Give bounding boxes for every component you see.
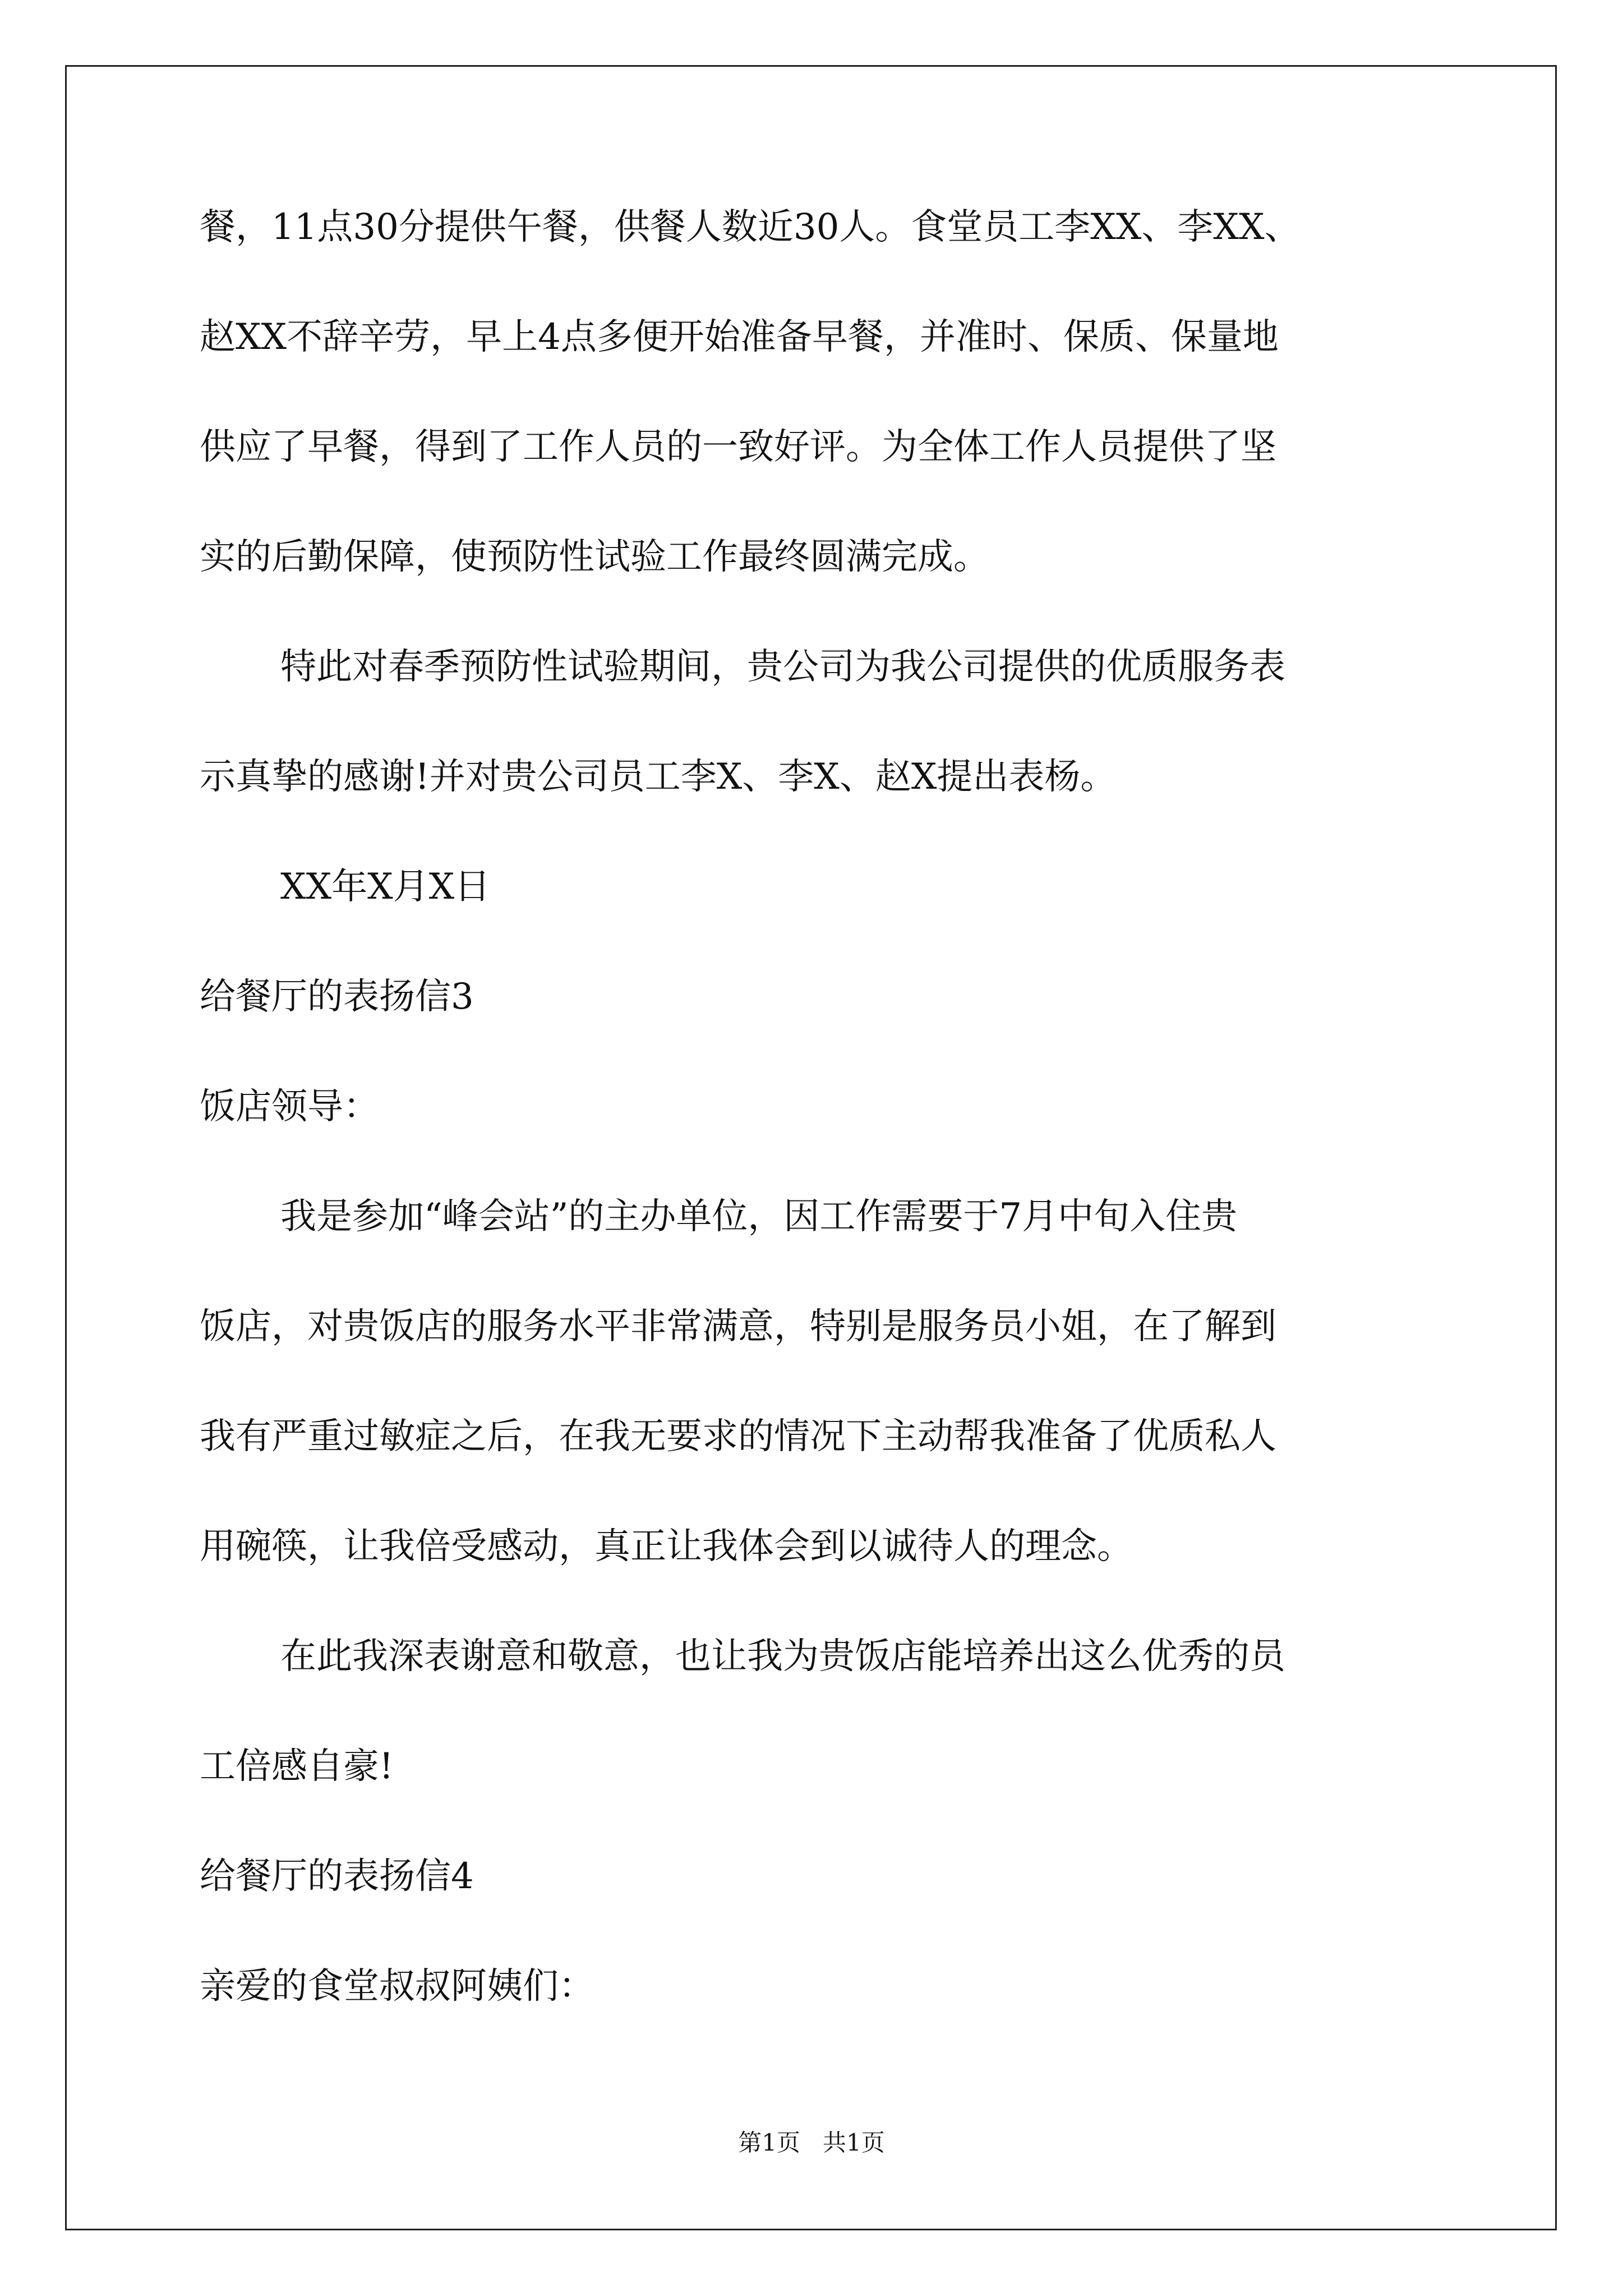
- body-text-line: 实的后勤保障，使预防性试验工作最终圆满完成。: [200, 536, 989, 578]
- body-text-line: 供应了早餐，得到了工作人员的一致好评。为全体工作人员提供了坚: [200, 426, 1276, 468]
- body-text-line: 工倍感自豪!: [200, 1746, 394, 1787]
- page-border: [65, 65, 1557, 2230]
- body-text-line: 特此对春季预防性试验期间，贵公司为我公司提供的优质服务表: [280, 646, 1285, 688]
- page-footer: 第1页 共1页: [738, 2129, 885, 2156]
- body-text-line: 赵XX不辞辛劳，早上4点多便开始准备早餐，并准时、保质、保量地: [200, 316, 1279, 358]
- body-text-line: 在此我深表谢意和敬意，也让我为贵饭店能培养出这么优秀的员: [280, 1636, 1285, 1677]
- body-text-line: 饭店，对贵饭店的服务水平非常满意，特别是服务员小姐，在了解到: [200, 1306, 1276, 1347]
- body-text-line: 我是参加“峰会站”的主办单位，因工作需要于7月中旬入住贵: [280, 1196, 1238, 1237]
- body-text-line: 我有严重过敏症之后，在我无要求的情况下主动帮我准备了优质私人: [200, 1416, 1276, 1457]
- section-heading: 给餐厅的表扬信3: [200, 976, 474, 1018]
- salutation: 饭店领导：: [200, 1086, 379, 1128]
- section-heading: 给餐厅的表扬信4: [200, 1856, 474, 1897]
- body-text-line: 示真挚的感谢!并对贵公司员工李X、李X、赵X提出表杨。: [200, 756, 1117, 798]
- body-text-line: 用碗筷，让我倍受感动，真正让我体会到以诚待人的理念。: [200, 1526, 1133, 1567]
- salutation: 亲爱的食堂叔叔阿姨们：: [200, 1966, 594, 2007]
- body-text-line: 餐，11点30分提供午餐，供餐人数近30人。食堂员工李XX、李XX、: [200, 206, 1301, 248]
- date-line: XX年X月X日: [280, 866, 491, 908]
